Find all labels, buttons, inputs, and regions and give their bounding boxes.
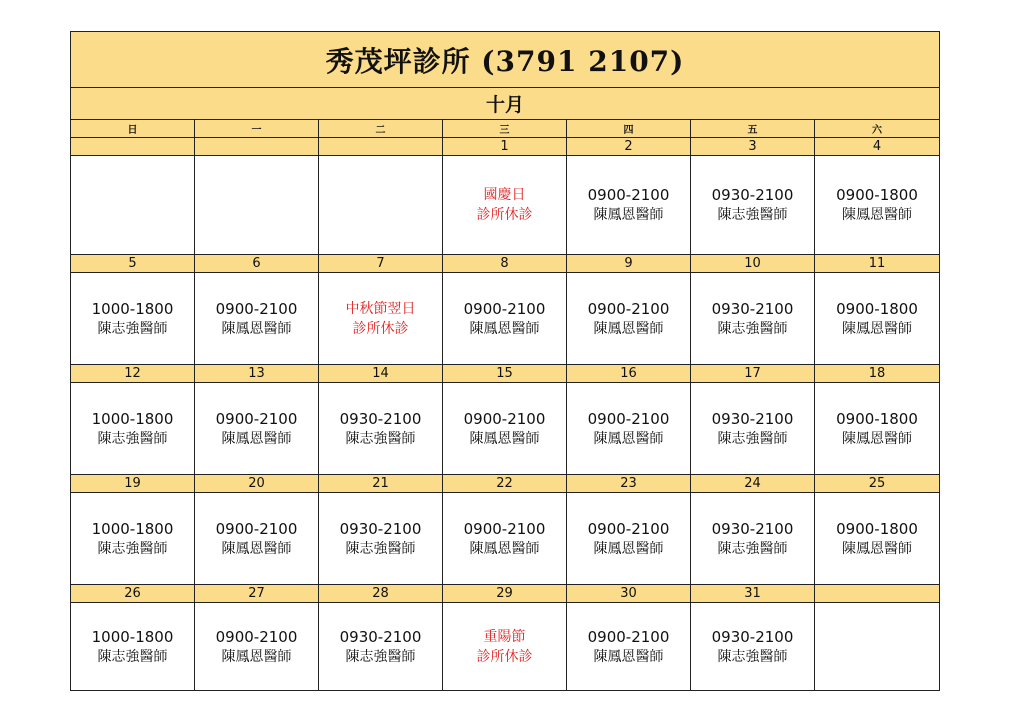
schedule-cell xyxy=(319,603,443,690)
holiday-name: 中秋節翌日 xyxy=(345,300,416,317)
schedule-cell xyxy=(691,273,815,365)
day-number: 26 xyxy=(71,585,195,603)
weekday-header: 三 xyxy=(443,120,567,138)
doctor-name: 陳志強醫師 xyxy=(717,320,788,337)
clinic-hours: 0930-2100 xyxy=(711,186,794,204)
schedule-cell xyxy=(443,273,567,365)
doctor-name: 陳鳳恩醫師 xyxy=(469,320,540,337)
clinic-hours: 0930-2100 xyxy=(339,409,422,428)
clinic-hours: 0900-2100 xyxy=(587,627,670,646)
closed-notice: 診所休診 xyxy=(476,207,533,223)
day-number: 3 xyxy=(691,138,815,156)
schedule-cell xyxy=(815,493,939,585)
schedule-cell xyxy=(195,603,319,690)
day-number xyxy=(195,138,319,156)
schedule-cell xyxy=(567,273,691,365)
closed-notice: 診所休診 xyxy=(352,320,409,337)
schedule-row xyxy=(71,603,939,690)
schedule-cell xyxy=(443,493,567,585)
clinic-hours: 1000-1800 xyxy=(91,519,174,538)
schedule-cell xyxy=(71,493,195,585)
holiday-name: 國慶日 xyxy=(483,187,526,203)
day-number: 22 xyxy=(443,475,567,493)
clinic-hours: 0930-2100 xyxy=(711,627,794,646)
closed-notice: 診所休診 xyxy=(476,648,533,665)
clinic-title: 秀茂坪診所 (3791 2107) xyxy=(71,32,939,88)
schedule-cell xyxy=(567,603,691,690)
holiday-cell xyxy=(443,603,567,690)
schedule-cell xyxy=(815,603,939,690)
schedule-cell xyxy=(195,273,319,365)
schedule-cell xyxy=(71,383,195,475)
day-number: 17 xyxy=(691,365,815,383)
doctor-name: 陳鳳恩醫師 xyxy=(842,320,912,337)
day-number: 28 xyxy=(319,585,443,603)
day-number: 9 xyxy=(567,255,691,273)
day-number-row xyxy=(71,138,939,156)
clinic-hours: 0900-1800 xyxy=(836,186,918,204)
day-number: 30 xyxy=(567,585,691,603)
day-number-row xyxy=(71,255,939,273)
doctor-name: 陳鳳恩醫師 xyxy=(221,648,292,665)
holiday-cell xyxy=(319,273,443,365)
weekday-header-row xyxy=(71,120,939,138)
clinic-hours: 0900-2100 xyxy=(587,409,670,428)
clinic-hours: 0900-2100 xyxy=(587,186,670,204)
clinic-hours: 0930-2100 xyxy=(711,519,794,538)
day-number xyxy=(815,585,939,603)
schedule-cell xyxy=(319,383,443,475)
schedule-cell xyxy=(691,493,815,585)
doctor-name: 陳志強醫師 xyxy=(345,430,416,447)
day-number: 24 xyxy=(691,475,815,493)
clinic-hours: 0930-2100 xyxy=(711,299,794,318)
doctor-name: 陳鳳恩醫師 xyxy=(469,540,540,557)
day-number: 27 xyxy=(195,585,319,603)
day-number: 16 xyxy=(567,365,691,383)
clinic-hours: 0930-2100 xyxy=(339,627,422,646)
doctor-name: 陳鳳恩醫師 xyxy=(593,320,664,337)
weeks-container xyxy=(71,138,939,690)
schedule-row xyxy=(71,493,939,585)
day-number: 23 xyxy=(567,475,691,493)
clinic-hours: 0900-1800 xyxy=(836,409,918,428)
doctor-name: 陳鳳恩醫師 xyxy=(221,430,292,447)
day-number: 20 xyxy=(195,475,319,493)
holiday-name: 重陽節 xyxy=(483,628,526,645)
day-number-row xyxy=(71,475,939,493)
doctor-name: 陳志強醫師 xyxy=(345,540,416,557)
holiday-cell xyxy=(443,156,567,255)
day-number: 11 xyxy=(815,255,939,273)
doctor-name: 陳鳳恩醫師 xyxy=(469,430,540,447)
day-number: 6 xyxy=(195,255,319,273)
clinic-hours: 0900-2100 xyxy=(463,409,546,428)
weekday-header: 二 xyxy=(319,120,443,138)
doctor-name: 陳志強醫師 xyxy=(97,648,168,665)
doctor-name: 陳志強醫師 xyxy=(345,648,416,665)
schedule-cell xyxy=(567,383,691,475)
clinic-hours: 0900-2100 xyxy=(587,519,670,538)
day-number: 4 xyxy=(815,138,939,156)
schedule-row xyxy=(71,273,939,365)
weekday-header: 六 xyxy=(815,120,939,138)
day-number: 5 xyxy=(71,255,195,273)
clinic-hours: 0900-2100 xyxy=(463,519,546,538)
doctor-name: 陳鳳恩醫師 xyxy=(842,207,912,223)
schedule-cell xyxy=(815,156,939,255)
doctor-name: 陳鳳恩醫師 xyxy=(593,207,664,223)
clinic-hours: 1000-1800 xyxy=(91,299,174,318)
schedule-cell xyxy=(71,156,195,255)
clinic-hours: 0930-2100 xyxy=(339,519,422,538)
clinic-hours: 1000-1800 xyxy=(91,627,174,646)
weekday-header: 五 xyxy=(691,120,815,138)
doctor-name: 陳鳳恩醫師 xyxy=(221,540,292,557)
schedule-cell xyxy=(443,383,567,475)
schedule-cell xyxy=(567,493,691,585)
schedule-row xyxy=(71,383,939,475)
doctor-name: 陳志強醫師 xyxy=(97,540,168,557)
doctor-name: 陳鳳恩醫師 xyxy=(593,430,664,447)
schedule-cell xyxy=(815,273,939,365)
day-number: 14 xyxy=(319,365,443,383)
clinic-hours: 0930-2100 xyxy=(711,409,794,428)
day-number: 1 xyxy=(443,138,567,156)
day-number xyxy=(71,138,195,156)
schedule-cell xyxy=(691,603,815,690)
clinic-hours: 0900-2100 xyxy=(215,627,298,646)
doctor-name: 陳鳳恩醫師 xyxy=(842,430,912,447)
doctor-name: 陳志強醫師 xyxy=(717,430,788,447)
schedule-cell xyxy=(195,156,319,255)
schedule-cell xyxy=(195,493,319,585)
day-number: 29 xyxy=(443,585,567,603)
schedule-cell xyxy=(691,383,815,475)
day-number: 8 xyxy=(443,255,567,273)
weekday-header: 日 xyxy=(71,120,195,138)
schedule-cell xyxy=(319,156,443,255)
doctor-name: 陳志強醫師 xyxy=(717,540,788,557)
day-number: 7 xyxy=(319,255,443,273)
doctor-name: 陳鳳恩醫師 xyxy=(593,648,664,665)
clinic-hours: 0900-2100 xyxy=(463,299,546,318)
schedule-cell xyxy=(71,603,195,690)
doctor-name: 陳志強醫師 xyxy=(97,430,168,447)
day-number-row xyxy=(71,585,939,603)
schedule-cell xyxy=(71,273,195,365)
doctor-name: 陳志強醫師 xyxy=(97,320,168,337)
day-number: 31 xyxy=(691,585,815,603)
day-number: 2 xyxy=(567,138,691,156)
day-number: 19 xyxy=(71,475,195,493)
doctor-name: 陳鳳恩醫師 xyxy=(221,320,292,337)
schedule-cell xyxy=(319,493,443,585)
clinic-hours: 0900-1800 xyxy=(836,299,918,318)
day-number: 18 xyxy=(815,365,939,383)
schedule-cell xyxy=(815,383,939,475)
clinic-hours: 1000-1800 xyxy=(91,409,174,428)
doctor-name: 陳志強醫師 xyxy=(717,207,788,223)
schedule-cell xyxy=(691,156,815,255)
doctor-name: 陳鳳恩醫師 xyxy=(593,540,664,557)
day-number: 10 xyxy=(691,255,815,273)
month-label: 十月 xyxy=(71,88,939,120)
schedule-calendar xyxy=(70,31,940,691)
schedule-row xyxy=(71,156,939,255)
weekday-header: 一 xyxy=(195,120,319,138)
day-number: 21 xyxy=(319,475,443,493)
day-number: 15 xyxy=(443,365,567,383)
day-number: 12 xyxy=(71,365,195,383)
day-number xyxy=(319,138,443,156)
clinic-hours: 0900-2100 xyxy=(587,299,670,318)
day-number: 13 xyxy=(195,365,319,383)
day-number-row xyxy=(71,365,939,383)
day-number: 25 xyxy=(815,475,939,493)
schedule-cell xyxy=(567,156,691,255)
clinic-hours: 0900-1800 xyxy=(836,519,918,538)
weekday-header: 四 xyxy=(567,120,691,138)
clinic-hours: 0900-2100 xyxy=(215,409,298,428)
doctor-name: 陳志強醫師 xyxy=(717,648,788,665)
clinic-hours: 0900-2100 xyxy=(215,519,298,538)
doctor-name: 陳鳳恩醫師 xyxy=(842,540,912,557)
schedule-cell xyxy=(195,383,319,475)
clinic-hours: 0900-2100 xyxy=(215,299,298,318)
